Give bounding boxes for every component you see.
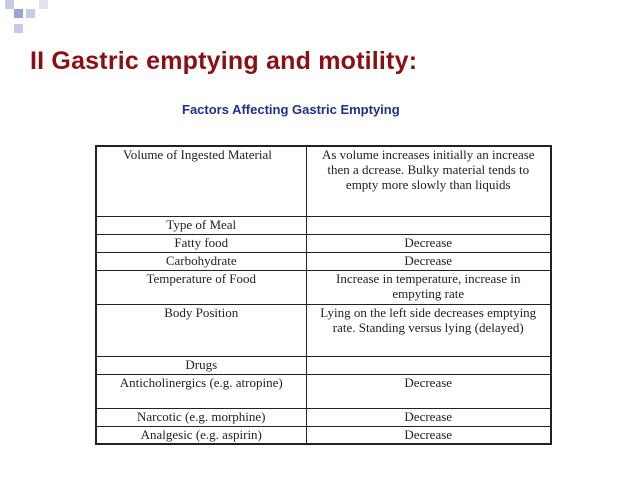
factor-cell: Fatty food <box>96 234 306 252</box>
factor-cell: Analgesic (e.g. aspirin) <box>96 426 306 444</box>
factor-cell: Body Position <box>96 304 306 356</box>
effect-cell: Lying on the left side decreases emptying rate. Standing versus lying (delayed) <box>306 304 551 356</box>
decorative-square <box>26 9 35 18</box>
factor-cell: Narcotic (e.g. morphine) <box>96 408 306 426</box>
table-row <box>96 304 551 356</box>
factor-cell: Anticholinergics (e.g. atropine) <box>96 374 306 408</box>
table-row <box>96 252 551 270</box>
decorative-square <box>14 24 23 33</box>
factors-table <box>95 145 552 445</box>
table-row <box>96 356 551 374</box>
factor-cell: Type of Meal <box>96 216 306 234</box>
table-row <box>96 216 551 234</box>
effect-cell: Decrease <box>306 408 551 426</box>
decorative-square <box>14 9 23 18</box>
effect-cell: Increase in temperature, increase in empyting rate <box>306 270 551 304</box>
factor-cell: Volume of Ingested Material <box>96 146 306 216</box>
table-row <box>96 408 551 426</box>
effect-cell: As volume increases initially an increase then a dcrease. Bulky material tends to empty more slowly than liquids <box>306 146 551 216</box>
table-caption: Factors Affecting Gastric Emptying <box>182 102 400 117</box>
effect-cell: Decrease <box>306 426 551 444</box>
decorative-square <box>5 0 14 9</box>
effect-cell: Decrease <box>306 252 551 270</box>
table-row <box>96 234 551 252</box>
effect-cell: Decrease <box>306 374 551 408</box>
table-row <box>96 270 551 304</box>
factor-cell: Temperature of Food <box>96 270 306 304</box>
effect-cell <box>306 216 551 234</box>
table-row <box>96 426 551 444</box>
table-row <box>96 374 551 408</box>
effect-cell: Decrease <box>306 234 551 252</box>
decorative-square <box>39 0 48 9</box>
factor-cell: Drugs <box>96 356 306 374</box>
factor-cell: Carbohydrate <box>96 252 306 270</box>
table-row <box>96 146 551 216</box>
effect-cell <box>306 356 551 374</box>
slide-title: II Gastric emptying and motility: <box>30 47 418 75</box>
